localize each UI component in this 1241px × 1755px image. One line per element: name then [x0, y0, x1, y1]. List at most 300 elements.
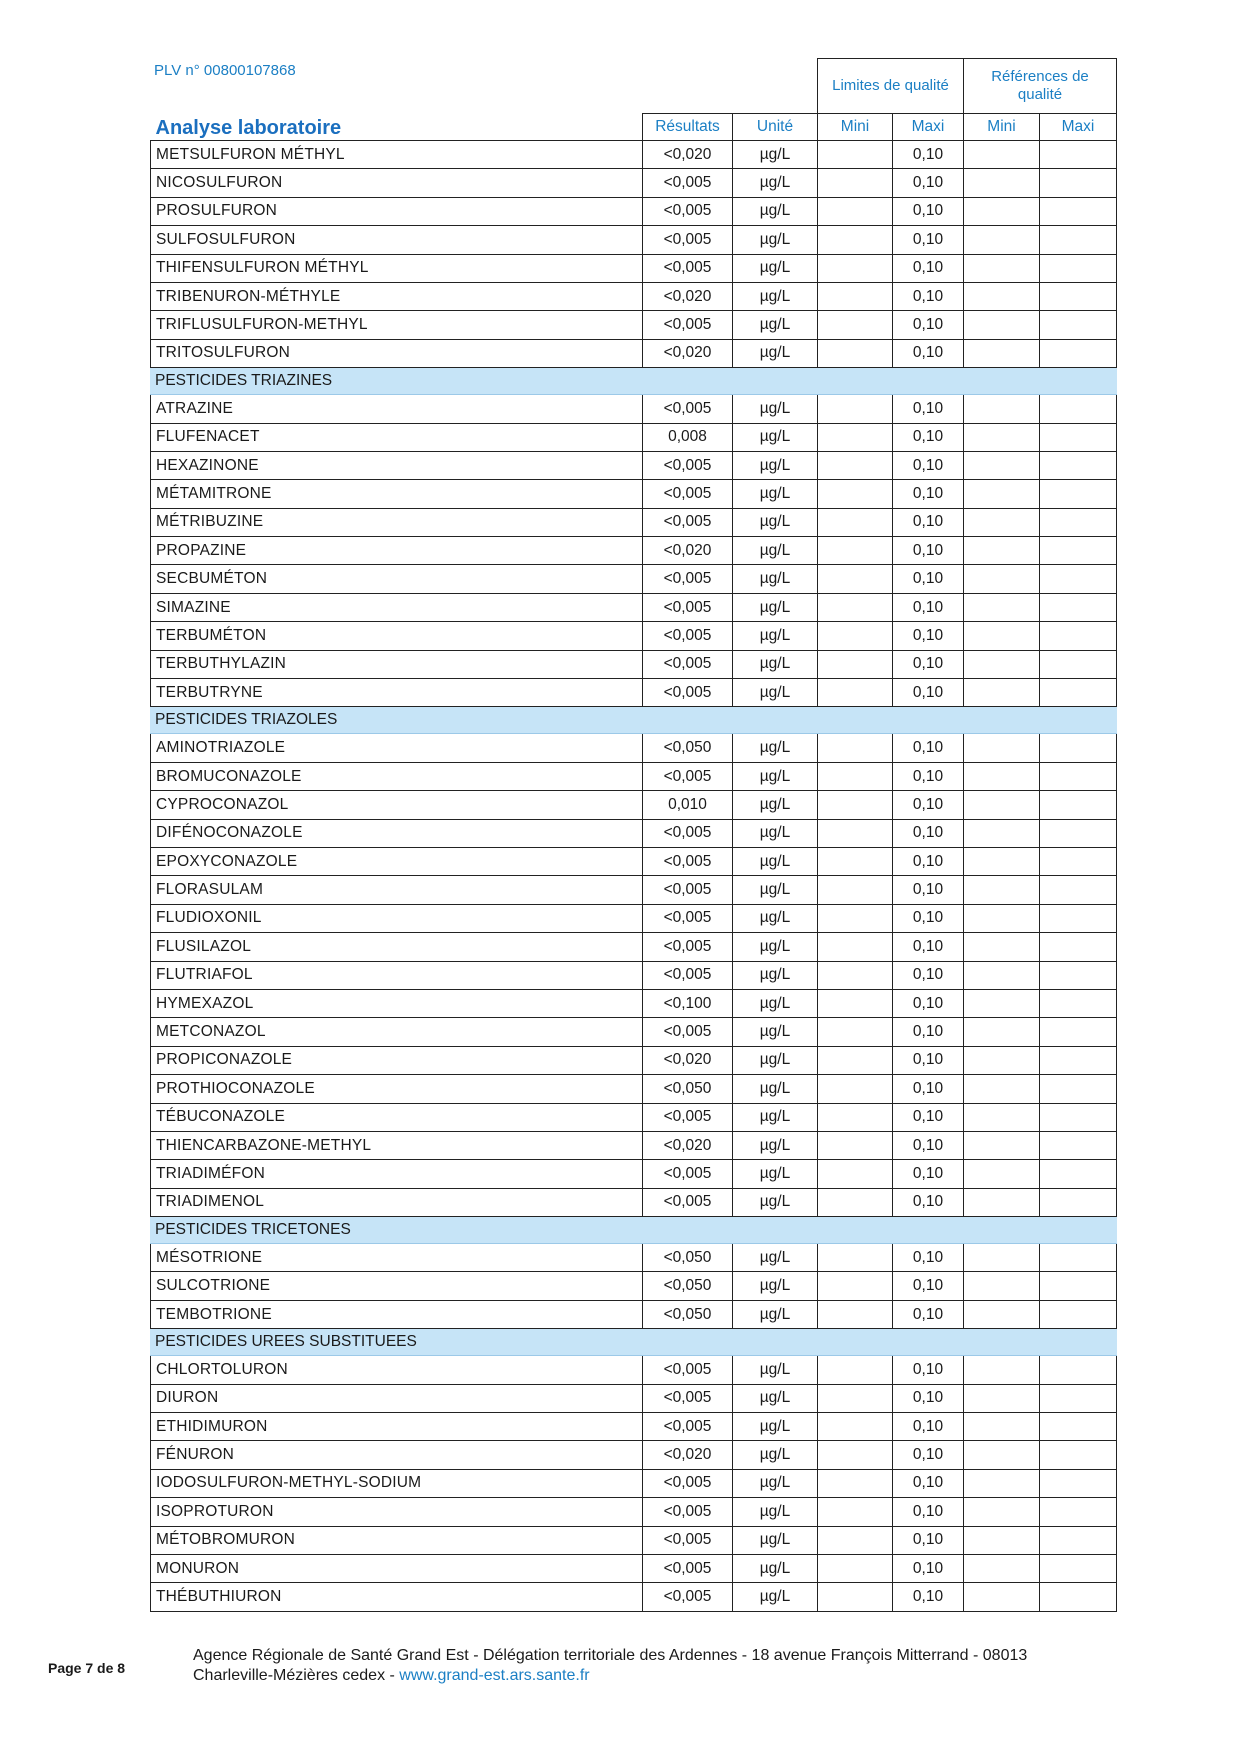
limit-maxi-value: 0,10 [893, 847, 964, 875]
result-value: <0,005 [643, 311, 733, 339]
section-header [151, 707, 1117, 734]
limit-maxi-value: 0,10 [893, 876, 964, 904]
result-value: <0,005 [643, 254, 733, 282]
table-row [151, 1384, 1117, 1412]
limit-mini-value [818, 480, 893, 508]
unit-value: µg/L [733, 311, 818, 339]
result-value: <0,005 [643, 1583, 733, 1611]
analysis-table [150, 58, 1117, 1612]
ref-mini-value [964, 537, 1040, 565]
ref-maxi-value [1040, 226, 1117, 254]
result-value: <0,005 [643, 904, 733, 932]
result-value: <0,005 [643, 1018, 733, 1046]
result-value: <0,005 [643, 819, 733, 847]
limit-maxi-value: 0,10 [893, 1526, 964, 1554]
section-header [151, 368, 1117, 395]
ref-mini-value [964, 847, 1040, 875]
limit-maxi-value: 0,10 [893, 1469, 964, 1497]
ref-mini-value [964, 650, 1040, 678]
unit-value: µg/L [733, 622, 818, 650]
unit-value: µg/L [733, 1160, 818, 1188]
result-value: <0,020 [643, 1441, 733, 1469]
ref-maxi-value [1040, 339, 1117, 367]
result-value: <0,005 [643, 762, 733, 790]
ref-maxi-value [1040, 1384, 1117, 1412]
result-value: <0,005 [643, 395, 733, 423]
table-row [151, 847, 1117, 875]
quality-limits-header: Limites de qualité [818, 59, 964, 114]
ref-mini-value [964, 565, 1040, 593]
limit-mini-value [818, 537, 893, 565]
ref-mini-value [964, 904, 1040, 932]
limit-maxi-value: 0,10 [893, 451, 964, 479]
limit-maxi-value: 0,10 [893, 197, 964, 225]
unit-value: µg/L [733, 762, 818, 790]
limit-maxi-value: 0,10 [893, 1046, 964, 1074]
ref-maxi-value [1040, 933, 1117, 961]
limit-mini-value [818, 1018, 893, 1046]
ref-mini-value [964, 1131, 1040, 1159]
result-value: <0,005 [643, 169, 733, 197]
ref-mini-value [964, 1188, 1040, 1216]
parameter-name: TRIADIMÉFON [151, 1160, 643, 1188]
unit-value: µg/L [733, 961, 818, 989]
ref-maxi-value [1040, 1272, 1117, 1300]
limit-mini-value [818, 1583, 893, 1611]
ref-maxi-value [1040, 650, 1117, 678]
limit-mini-value [818, 989, 893, 1017]
ref-maxi-value [1040, 1075, 1117, 1103]
ref-maxi-value [1040, 1018, 1117, 1046]
table-row [151, 197, 1117, 225]
limit-mini-value [818, 565, 893, 593]
unit-value: µg/L [733, 339, 818, 367]
limit-maxi-value: 0,10 [893, 1583, 964, 1611]
parameter-name: FLUDIOXONIL [151, 904, 643, 932]
ref-mini-value [964, 1384, 1040, 1412]
limit-maxi-value: 0,10 [893, 679, 964, 707]
limit-mini-value [818, 451, 893, 479]
ref-maxi-value [1040, 197, 1117, 225]
limit-mini-value [818, 593, 893, 621]
limit-maxi-value: 0,10 [893, 1244, 964, 1272]
result-value: <0,005 [643, 622, 733, 650]
unit-value: µg/L [733, 989, 818, 1017]
ref-maxi-value [1040, 451, 1117, 479]
table-row [151, 1103, 1117, 1131]
footer-line-2-prefix: Charleville-Mézières cedex - [193, 1667, 400, 1684]
table-row [151, 1018, 1117, 1046]
ref-maxi-value [1040, 423, 1117, 451]
ref-maxi-value [1040, 1046, 1117, 1074]
result-value: 0,008 [643, 423, 733, 451]
ref-mini-value [964, 791, 1040, 819]
result-value: <0,005 [643, 565, 733, 593]
table-row [151, 451, 1117, 479]
column-header-row [151, 114, 1117, 141]
parameter-name: MÉTAMITRONE [151, 480, 643, 508]
limit-maxi-value: 0,10 [893, 395, 964, 423]
parameter-name: FLORASULAM [151, 876, 643, 904]
result-value: <0,005 [643, 1469, 733, 1497]
ref-maxi-value [1040, 1131, 1117, 1159]
result-value: <0,005 [643, 480, 733, 508]
result-value: <0,005 [643, 876, 733, 904]
quality-references-header: Références de qualité [964, 59, 1117, 114]
limit-mini-value [818, 679, 893, 707]
ref-mini-value [964, 1244, 1040, 1272]
unit-value: µg/L [733, 1413, 818, 1441]
limit-maxi-value: 0,10 [893, 1356, 964, 1384]
section-title: PESTICIDES UREES SUBSTITUEES [151, 1329, 1117, 1356]
ref-maxi-value [1040, 1498, 1117, 1526]
table-row [151, 679, 1117, 707]
result-value: 0,010 [643, 791, 733, 819]
limit-mini-value [818, 847, 893, 875]
result-value: <0,005 [643, 847, 733, 875]
table-row [151, 254, 1117, 282]
limit-maxi-value: 0,10 [893, 537, 964, 565]
result-value: <0,050 [643, 1272, 733, 1300]
limit-mini-value [818, 819, 893, 847]
limit-maxi-value: 0,10 [893, 989, 964, 1017]
limit-mini-value [818, 1441, 893, 1469]
table-row [151, 1469, 1117, 1497]
parameter-name: MÉSOTRIONE [151, 1244, 643, 1272]
unit-value: µg/L [733, 1384, 818, 1412]
table-row [151, 1075, 1117, 1103]
table-row [151, 1498, 1117, 1526]
unit-value: µg/L [733, 226, 818, 254]
limit-maxi-value: 0,10 [893, 933, 964, 961]
result-value: <0,005 [643, 1384, 733, 1412]
unit-value: µg/L [733, 1188, 818, 1216]
limit-maxi-value: 0,10 [893, 282, 964, 310]
parameter-name: AMINOTRIAZOLE [151, 734, 643, 762]
ref-maxi-value [1040, 847, 1117, 875]
parameter-name: PROPICONAZOLE [151, 1046, 643, 1074]
limit-mini-value [818, 1498, 893, 1526]
unit-value: µg/L [733, 395, 818, 423]
ref-maxi-value [1040, 791, 1117, 819]
limit-mini-value [818, 876, 893, 904]
table-row [151, 565, 1117, 593]
table-row [151, 1300, 1117, 1328]
limit-mini-value [818, 1131, 893, 1159]
ref-mini-value [964, 819, 1040, 847]
section-title: PESTICIDES TRIAZOLES [151, 707, 1117, 734]
table-row [151, 282, 1117, 310]
ref-mini-value [964, 734, 1040, 762]
parameter-name: TERBUTHYLAZIN [151, 650, 643, 678]
limit-mini-value [818, 169, 893, 197]
result-value: <0,005 [643, 933, 733, 961]
parameter-name: DIURON [151, 1384, 643, 1412]
ref-mini-value [964, 593, 1040, 621]
table-row [151, 1526, 1117, 1554]
ref-maxi-value [1040, 480, 1117, 508]
unit-value: µg/L [733, 537, 818, 565]
table-row [151, 508, 1117, 536]
limit-maxi-value: 0,10 [893, 904, 964, 932]
parameter-name: IODOSULFURON-METHYL-SODIUM [151, 1469, 643, 1497]
parameter-name: BROMUCONAZOLE [151, 762, 643, 790]
ref-mini-value [964, 1413, 1040, 1441]
unit-value: µg/L [733, 480, 818, 508]
table-row [151, 989, 1117, 1017]
limit-mini-value [818, 961, 893, 989]
ref-maxi-value [1040, 1583, 1117, 1611]
ref-maxi-value [1040, 311, 1117, 339]
ref-maxi-value [1040, 876, 1117, 904]
result-value: <0,020 [643, 537, 733, 565]
table-row [151, 961, 1117, 989]
unit-value: µg/L [733, 508, 818, 536]
col-ref-maxi: Maxi [1040, 114, 1117, 141]
result-value: <0,005 [643, 451, 733, 479]
result-value: <0,005 [643, 1498, 733, 1526]
limit-mini-value [818, 904, 893, 932]
result-value: <0,100 [643, 989, 733, 1017]
ref-mini-value [964, 961, 1040, 989]
parameter-name: FLUSILAZOL [151, 933, 643, 961]
unit-value: µg/L [733, 847, 818, 875]
result-value: <0,005 [643, 508, 733, 536]
limit-mini-value [818, 1244, 893, 1272]
section-header [151, 1329, 1117, 1356]
table-row [151, 1160, 1117, 1188]
limit-mini-value [818, 311, 893, 339]
ref-maxi-value [1040, 282, 1117, 310]
unit-value: µg/L [733, 451, 818, 479]
unit-value: µg/L [733, 876, 818, 904]
unit-value: µg/L [733, 141, 818, 169]
ref-mini-value [964, 1498, 1040, 1526]
ref-maxi-value [1040, 169, 1117, 197]
limit-mini-value [818, 734, 893, 762]
parameter-name: TRIADIMENOL [151, 1188, 643, 1216]
unit-value: µg/L [733, 1046, 818, 1074]
ref-mini-value [964, 1554, 1040, 1582]
limit-maxi-value: 0,10 [893, 254, 964, 282]
ref-mini-value [964, 1046, 1040, 1074]
limit-maxi-value: 0,10 [893, 961, 964, 989]
ref-maxi-value [1040, 1103, 1117, 1131]
unit-value: µg/L [733, 933, 818, 961]
parameter-name: FLUFENACET [151, 423, 643, 451]
parameter-name: TÉBUCONAZOLE [151, 1103, 643, 1131]
result-value: <0,005 [643, 650, 733, 678]
ref-mini-value [964, 1018, 1040, 1046]
section-title: PESTICIDES TRIAZINES [151, 368, 1117, 395]
parameter-name: MÉTRIBUZINE [151, 508, 643, 536]
parameter-name: DIFÉNOCONAZOLE [151, 819, 643, 847]
limit-maxi-value: 0,10 [893, 1498, 964, 1526]
unit-value: µg/L [733, 650, 818, 678]
ref-maxi-value [1040, 819, 1117, 847]
limit-maxi-value: 0,10 [893, 791, 964, 819]
ref-mini-value [964, 622, 1040, 650]
result-value: <0,050 [643, 734, 733, 762]
limit-mini-value [818, 622, 893, 650]
result-value: <0,005 [643, 1188, 733, 1216]
result-value: <0,005 [643, 197, 733, 225]
ref-mini-value [964, 933, 1040, 961]
table-row [151, 1583, 1117, 1611]
limit-maxi-value: 0,10 [893, 1131, 964, 1159]
parameter-name: HEXAZINONE [151, 451, 643, 479]
ref-maxi-value [1040, 1160, 1117, 1188]
unit-value: µg/L [733, 1300, 818, 1328]
table-row [151, 1272, 1117, 1300]
ref-maxi-value [1040, 1526, 1117, 1554]
parameter-name: ETHIDIMURON [151, 1413, 643, 1441]
limit-mini-value [818, 1160, 893, 1188]
parameter-name: SECBUMÉTON [151, 565, 643, 593]
limit-mini-value [818, 508, 893, 536]
table-row [151, 1244, 1117, 1272]
limit-maxi-value: 0,10 [893, 1103, 964, 1131]
ref-maxi-value [1040, 1413, 1117, 1441]
limit-mini-value [818, 141, 893, 169]
parameter-name: TRITOSULFURON [151, 339, 643, 367]
table-row [151, 762, 1117, 790]
unit-value: µg/L [733, 791, 818, 819]
page-number: Page 7 de 8 [48, 1660, 126, 1676]
parameter-name: EPOXYCONAZOLE [151, 847, 643, 875]
limit-maxi-value: 0,10 [893, 1018, 964, 1046]
result-value: <0,005 [643, 1160, 733, 1188]
col-ref-mini: Mini [964, 114, 1040, 141]
table-row [151, 1188, 1117, 1216]
result-value: <0,050 [643, 1244, 733, 1272]
limit-maxi-value: 0,10 [893, 1413, 964, 1441]
limit-maxi-value: 0,10 [893, 508, 964, 536]
ref-maxi-value [1040, 1554, 1117, 1582]
ref-maxi-value [1040, 593, 1117, 621]
parameter-name: CHLORTOLURON [151, 1356, 643, 1384]
parameter-name: PROPAZINE [151, 537, 643, 565]
result-value: <0,005 [643, 226, 733, 254]
ref-maxi-value [1040, 537, 1117, 565]
limit-maxi-value: 0,10 [893, 1272, 964, 1300]
website-link[interactable]: www.grand-est.ars.sante.fr [399, 1667, 590, 1684]
limit-maxi-value: 0,10 [893, 734, 964, 762]
limit-maxi-value: 0,10 [893, 1441, 964, 1469]
limit-mini-value [818, 1469, 893, 1497]
col-limit-mini: Mini [818, 114, 893, 141]
result-value: <0,005 [643, 1554, 733, 1582]
result-value: <0,005 [643, 1103, 733, 1131]
parameter-name: THIENCARBAZONE-METHYL [151, 1131, 643, 1159]
limit-mini-value [818, 1103, 893, 1131]
limit-maxi-value: 0,10 [893, 1300, 964, 1328]
parameter-name: MONURON [151, 1554, 643, 1582]
unit-value: µg/L [733, 197, 818, 225]
unit-value: µg/L [733, 1075, 818, 1103]
limit-mini-value [818, 395, 893, 423]
ref-mini-value [964, 1469, 1040, 1497]
ref-mini-value [964, 679, 1040, 707]
footer-line-1: Agence Régionale de Santé Grand Est - Délégation territoriale des Ardennes - 18 avenue François Mitterrand - 08013 [193, 1647, 1028, 1664]
limit-mini-value [818, 339, 893, 367]
page-title: Analyse laboratoire [155, 117, 342, 139]
ref-mini-value [964, 254, 1040, 282]
ref-mini-value [964, 1583, 1040, 1611]
limit-maxi-value: 0,10 [893, 593, 964, 621]
limit-maxi-value: 0,10 [893, 1075, 964, 1103]
parameter-name: FÉNURON [151, 1441, 643, 1469]
ref-mini-value [964, 169, 1040, 197]
ref-maxi-value [1040, 1244, 1117, 1272]
unit-value: µg/L [733, 1554, 818, 1582]
parameter-name: SIMAZINE [151, 593, 643, 621]
footer-address [193, 1646, 1027, 1686]
parameter-name: SULCOTRIONE [151, 1272, 643, 1300]
ref-maxi-value [1040, 1469, 1117, 1497]
limit-maxi-value: 0,10 [893, 339, 964, 367]
parameter-name: ISOPROTURON [151, 1498, 643, 1526]
ref-mini-value [964, 1160, 1040, 1188]
table-row [151, 622, 1117, 650]
unit-value: µg/L [733, 1441, 818, 1469]
limit-mini-value [818, 1075, 893, 1103]
unit-value: µg/L [733, 904, 818, 932]
parameter-name: THÉBUTHIURON [151, 1583, 643, 1611]
table-row [151, 480, 1117, 508]
ref-mini-value [964, 197, 1040, 225]
limit-maxi-value: 0,10 [893, 1188, 964, 1216]
result-value: <0,020 [643, 141, 733, 169]
col-unite: Unité [733, 114, 818, 141]
ref-mini-value [964, 989, 1040, 1017]
table-row [151, 395, 1117, 423]
ref-maxi-value [1040, 622, 1117, 650]
limit-mini-value [818, 1554, 893, 1582]
parameter-name: PROTHIOCONAZOLE [151, 1075, 643, 1103]
ref-maxi-value [1040, 989, 1117, 1017]
limit-maxi-value: 0,10 [893, 423, 964, 451]
limit-mini-value [818, 254, 893, 282]
unit-value: µg/L [733, 1469, 818, 1497]
limit-mini-value [818, 1300, 893, 1328]
table-row [151, 933, 1117, 961]
unit-value: µg/L [733, 1356, 818, 1384]
col-resultats: Résultats [643, 114, 733, 141]
ref-maxi-value [1040, 1356, 1117, 1384]
ref-mini-value [964, 1526, 1040, 1554]
limit-maxi-value: 0,10 [893, 226, 964, 254]
limit-mini-value [818, 1272, 893, 1300]
parameter-name: MÉTOBROMURON [151, 1526, 643, 1554]
table-row [151, 141, 1117, 169]
parameter-name: METCONAZOL [151, 1018, 643, 1046]
unit-value: µg/L [733, 1526, 818, 1554]
parameter-name: TRIBENURON-MÉTHYLE [151, 282, 643, 310]
ref-maxi-value [1040, 679, 1117, 707]
limit-mini-value [818, 1384, 893, 1412]
ref-maxi-value [1040, 762, 1117, 790]
parameter-name: THIFENSULFURON MÉTHYL [151, 254, 643, 282]
ref-mini-value [964, 480, 1040, 508]
limit-mini-value [818, 226, 893, 254]
ref-mini-value [964, 508, 1040, 536]
result-value: <0,005 [643, 1356, 733, 1384]
unit-value: µg/L [733, 1103, 818, 1131]
limit-maxi-value: 0,10 [893, 169, 964, 197]
limit-mini-value [818, 933, 893, 961]
ref-mini-value [964, 311, 1040, 339]
